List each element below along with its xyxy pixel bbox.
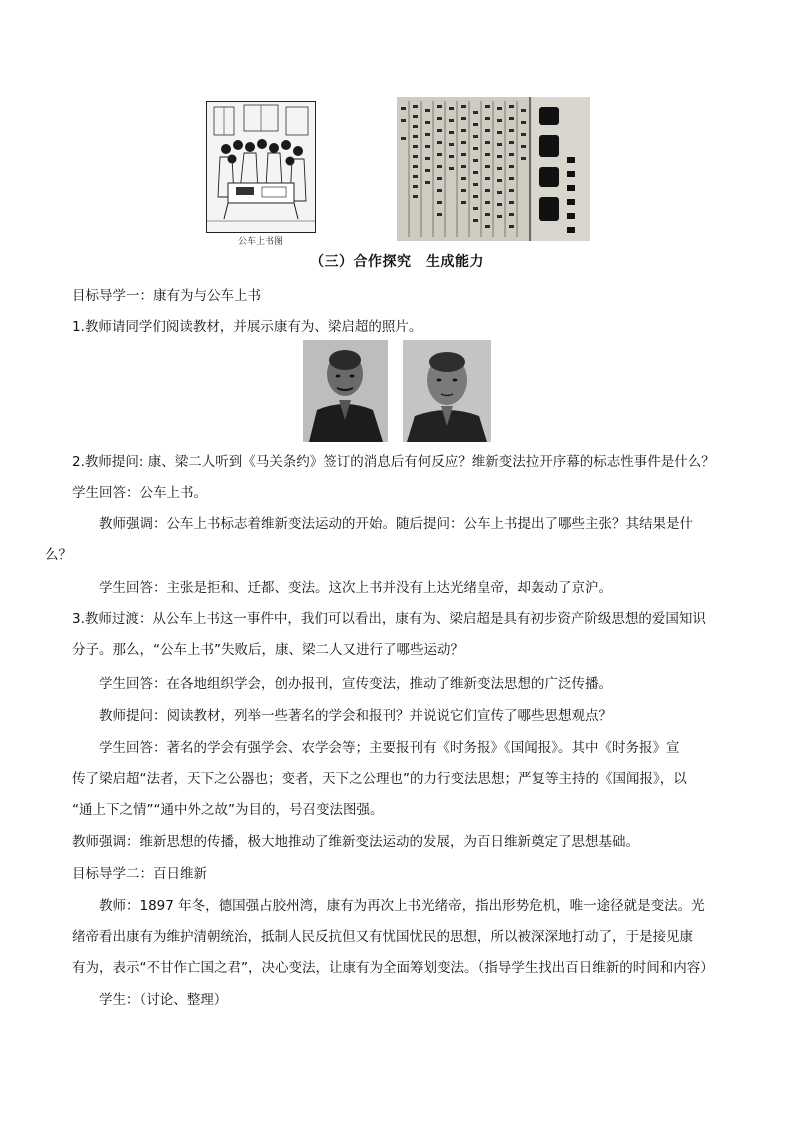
step-3-line2: 分子。那么，“公车上书”失败后，康、梁二人又进行了哪些运动？ xyxy=(72,642,464,658)
student-answer-4-line3: “通上下之情”“通中外之故”为目的，号召变法图强。 xyxy=(72,802,384,818)
student-answer-3: 学生回答：在各地组织学会，创办报刊，宣传变法，推动了维新变法思想的广泛传播。 xyxy=(99,676,612,692)
paragraph-step-1: 1.教师请同学们阅读教材，并展示康有为、梁启超的照片。 xyxy=(72,319,423,335)
student-answer-4 xyxy=(72,733,724,826)
student-discussion: 学生：（讨论、整理） xyxy=(99,992,228,1008)
paragraph-step-2-question: 2.教师提问: 康、梁二人听到《马关条约》签订的消息后有何反应？维新变法拉开序幕的标志性事件是什么？ xyxy=(72,454,715,470)
gongche-shangshu-ji-document-image xyxy=(397,97,590,241)
teacher-emphasis-2: 教师强调：维新思想的传播，极大地推动了维新变法运动的发展，为百日维新奠定了思想基础。 xyxy=(72,834,639,850)
narration-line1: 教师：1897 年冬，德国强占胶州湾，康有为再次上书光绪帝，指出形势危机，唯一途径就是变法。光 xyxy=(99,898,705,914)
teacher-emphasis-1-line1: 教师强调：公车上书标志着维新变法运动的开始。随后提问：公车上书提出了哪些主张？其结果是什 xyxy=(99,516,693,532)
teacher-narration-hundred-days xyxy=(72,891,724,984)
student-answer-4-line1: 学生回答：著名的学会有强学会、农学会等；主要报刊有《时务报》《国闻报》。其中《时务报》宣 xyxy=(99,740,680,756)
step-3-line1: 3.教师过渡：从公车上书这一事件中，我们可以看出，康有为、梁启超是具有初步资产阶级思想的爱国知识 xyxy=(72,611,706,627)
liang-qichao-portrait xyxy=(403,340,491,442)
teacher-emphasis-1-line2: 么？ xyxy=(45,547,72,563)
teacher-question-2: 教师提问：阅读教材，列举一些著名的学会和报刊？并说说它们宣传了哪些思想观点？ xyxy=(99,708,612,724)
teacher-emphasis-1 xyxy=(45,509,724,571)
student-answer-4-line2: 传了梁启超“法者，天下之公器也；变者，天下之公理也”的力行变法思想；严复等主持的《国闻报》，以 xyxy=(72,771,687,787)
section-title: （三）合作探究 生成能力 xyxy=(310,254,484,270)
narration-line2: 绪帝看出康有为维护清朝统治，抵制人民反抗但又有忧国忧民的思想，所以被深深地打动了，于是接见康 xyxy=(72,929,693,945)
student-answer-2: 学生回答：主张是拒和、迁都、变法。这次上书并没有上达光绪皇帝，却轰动了京沪。 xyxy=(99,580,612,596)
goal-heading-one: 目标导学一：康有为与公车上书 xyxy=(72,288,261,304)
paragraph-step-3-transition xyxy=(72,604,724,666)
gongche-shangshu-illustration xyxy=(206,101,316,233)
illustration-caption: 公车上书图 xyxy=(238,237,284,247)
narration-line3: 有为，表示“不甘作亡国之君”，决心变法，让康有为全面筹划变法。（指导学生找出百日维新的时间和内容） xyxy=(72,960,714,976)
student-answer-1: 学生回答：公车上书。 xyxy=(72,485,207,501)
goal-heading-two: 目标导学二：百日维新 xyxy=(72,866,207,882)
kang-youwei-portrait xyxy=(303,340,388,442)
